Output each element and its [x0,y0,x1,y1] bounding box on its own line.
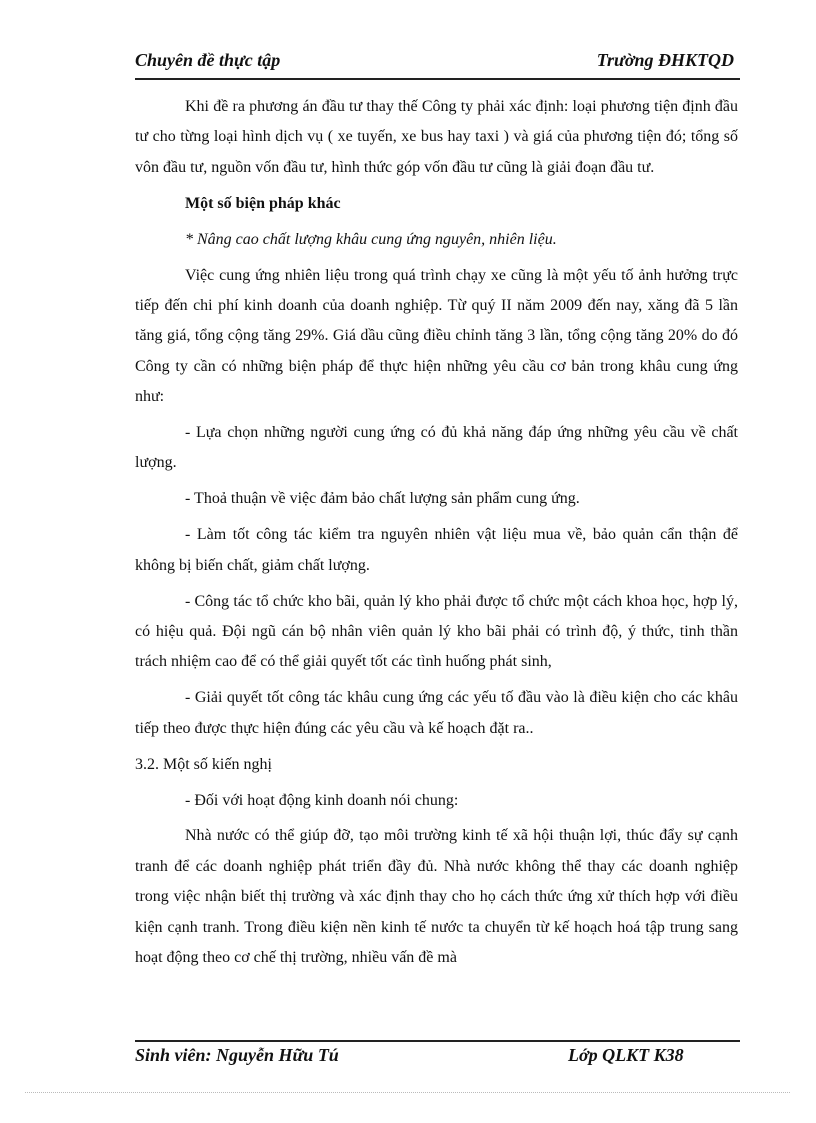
bullet-quality-agreement: - Thoả thuận về việc đảm bảo chất lượng sản phẩm cung ứng. [185,490,580,508]
section-heading-recommendations: 3.2. Một số kiến nghị [135,755,272,773]
bullet-business-activity: - Đối với hoạt động kinh doanh nói chung: [185,791,459,809]
paragraph-fuel-supply: Việc cung ứng nhiên liệu trong quá trình chạy xe cũng là một yếu tố ảnh hưởng trực tiếp đến chi phí kinh doanh của doanh nghiệp. Từ quý II năm 2009 đến nay, xăng đã 5 lần tăng giá, tổng cộng tăng 29%. Giá dầu cũng điều chỉnh tăng 3 lần, tổng cộng tăng 20% do đó Công ty cần có những biện pháp để thực hiện những yêu cầu cơ bản trong khâu cung ứng như: [135,266,738,406]
footer-class-name: Lớp QLKT K38 [568,1045,684,1065]
page-bottom-divider [25,1092,790,1093]
bullet-inspection: - Làm tốt công tác kiểm tra nguyên nhiên vật liệu mua về, bảo quản cẩn thận để không bị biến chất, giảm chất lượng. [135,526,738,574]
page-footer [135,1040,740,1070]
section-heading-other-measures: Một số biện pháp khác [185,194,341,212]
header-school-name: Trường ĐHKTQD [596,50,734,70]
page-body [135,92,738,979]
paragraph-state-role: Nhà nước có thể giúp đỡ, tạo môi trường kinh tế xã hội thuận lợi, thúc đẩy sự cạnh tranh để các doanh nghiệp phát triển đầy đủ. Nhà nước không thể thay các doanh nghiệp trong việc nhận biết thị trường và xác định thay cho họ cách thức ứng xử thích hợp với điều kiện cạnh tranh. Trong điều kiện nền kinh tế nước ta chuyển từ kế hoạch hoá tập trung sang hoạt động theo cơ chế thị trường, nhiều vấn đề mà [135,827,738,967]
header-report-title: Chuyên đề thực tập [135,50,281,70]
bullet-select-suppliers: - Lựa chọn những người cung ứng có đủ khả năng đáp ứng những yêu cầu về chất lượng. [135,424,738,472]
bullet-warehouse: - Công tác tổ chức kho bãi, quản lý kho phải được tổ chức một cách khoa học, hợp lý, có hiệu quả. Đội ngũ cán bộ nhân viên quản lý kho bãi phải có trình độ, ý thức, tinh thần trách nhiệm cao để có thể giải quyết tốt các tình huống phát sinh, [135,592,738,671]
page-header [135,48,740,80]
paragraph-investment-plan: Khi đề ra phương án đầu tư thay thế Công ty phải xác định: loại phương tiện định đầu tư cho từng loại hình dịch vụ ( xe tuyến, xe bus hay taxi ) và giá của phương tiện đó; tổng số vôn đầu tư, nguồn vốn đầu tư, hình thức góp vốn đầu tư cũng là giải đoạn đầu tư. [135,98,738,176]
bullet-input-supply: - Giải quyết tốt công tác khâu cung ứng các yếu tố đầu vào là điều kiện cho các khâu tiếp theo được thực hiện đúng các yêu cầu và kế hoạch đặt ra.. [135,689,738,737]
footer-student-name: Sinh viên: Nguyễn Hữu Tú [135,1045,339,1065]
subheading-supply-quality: * Nâng cao chất lượng khâu cung ứng nguyên, nhiên liệu. [185,230,557,248]
